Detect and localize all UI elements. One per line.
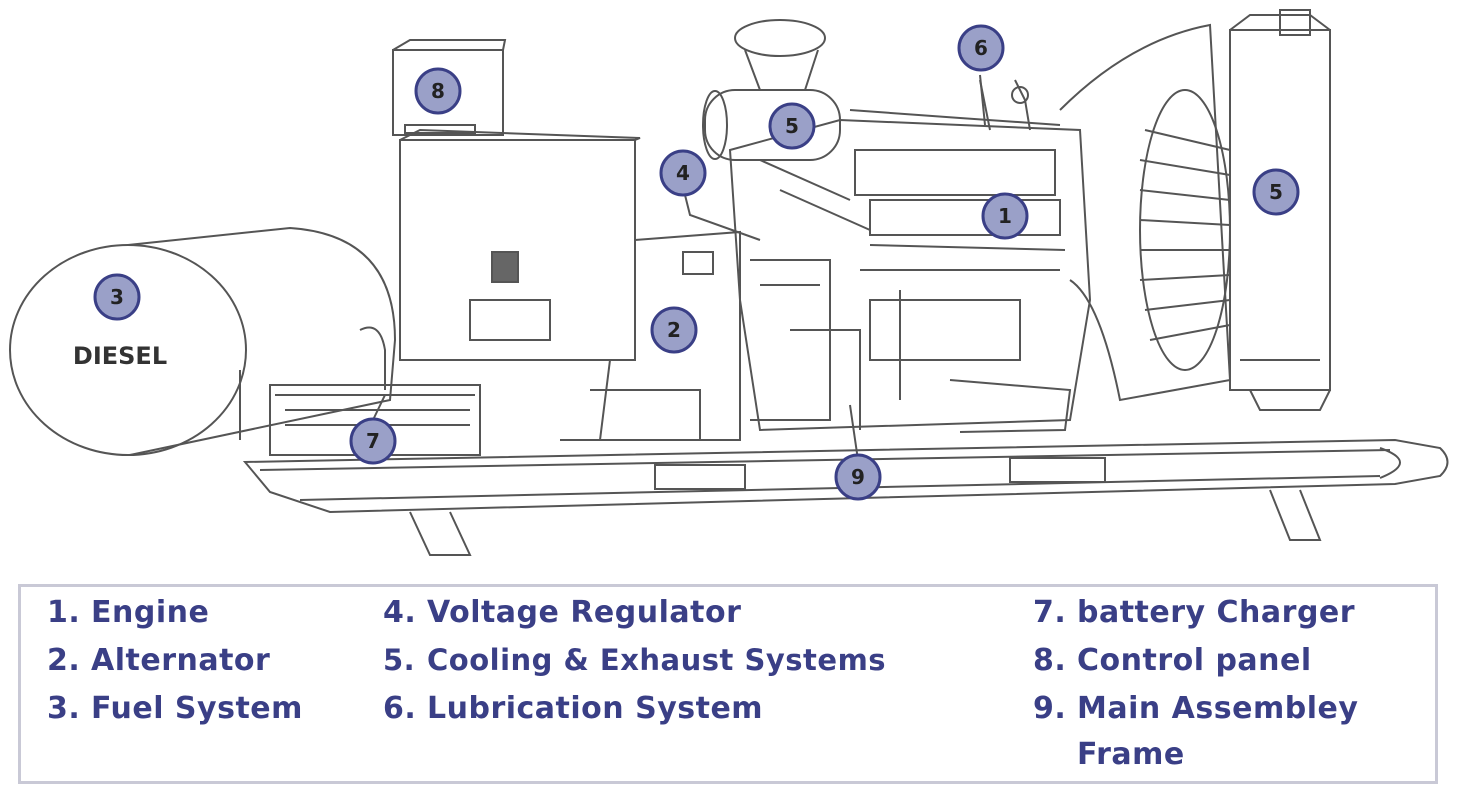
legend-item-main-frame: 9. Main Assembley	[1033, 691, 1359, 726]
callout-control-panel	[416, 69, 460, 113]
fuel-tank	[10, 228, 395, 455]
callout-voltage-regulator	[661, 151, 705, 195]
callout-frame	[836, 455, 880, 499]
svg-text:3: 3	[110, 285, 124, 309]
callout-battery-charger	[351, 419, 395, 463]
svg-text:7: 7	[366, 429, 380, 453]
legend-item-battery-charger: 7. battery Charger	[1033, 595, 1356, 630]
callout-cooling-right	[1254, 170, 1298, 214]
svg-text:4: 4	[676, 161, 690, 185]
legend-item-lubrication: 6. Lubrication System	[383, 691, 764, 726]
callout-cooling-left	[770, 104, 814, 148]
legend-item-engine: 1. Engine	[47, 595, 210, 630]
legend-item-fuel-system: 3. Fuel System	[47, 691, 303, 726]
svg-text:9: 9	[851, 465, 865, 489]
tank-label: DIESEL	[72, 342, 168, 370]
svg-text:8: 8	[431, 79, 445, 103]
callout-lubrication	[959, 26, 1003, 70]
svg-text:5: 5	[785, 114, 799, 138]
legend-item-main-frame-cont: Frame	[1077, 737, 1185, 772]
svg-text:1: 1	[998, 204, 1012, 228]
svg-text:2: 2	[667, 318, 681, 342]
svg-text:5: 5	[1269, 180, 1283, 204]
legend-item-control-panel: 8. Control panel	[1033, 643, 1312, 678]
callout-fuel	[95, 275, 139, 319]
callout-engine	[983, 194, 1027, 238]
legend-item-alternator: 2. Alternator	[47, 643, 271, 678]
legend-item-cooling-exhaust: 5. Cooling & Exhaust Systems	[383, 643, 887, 677]
callout-alternator	[652, 308, 696, 352]
svg-text:6: 6	[974, 36, 988, 60]
legend-item-voltage-regulator: 4. Voltage Regulator	[383, 595, 742, 630]
legend	[18, 584, 1438, 784]
